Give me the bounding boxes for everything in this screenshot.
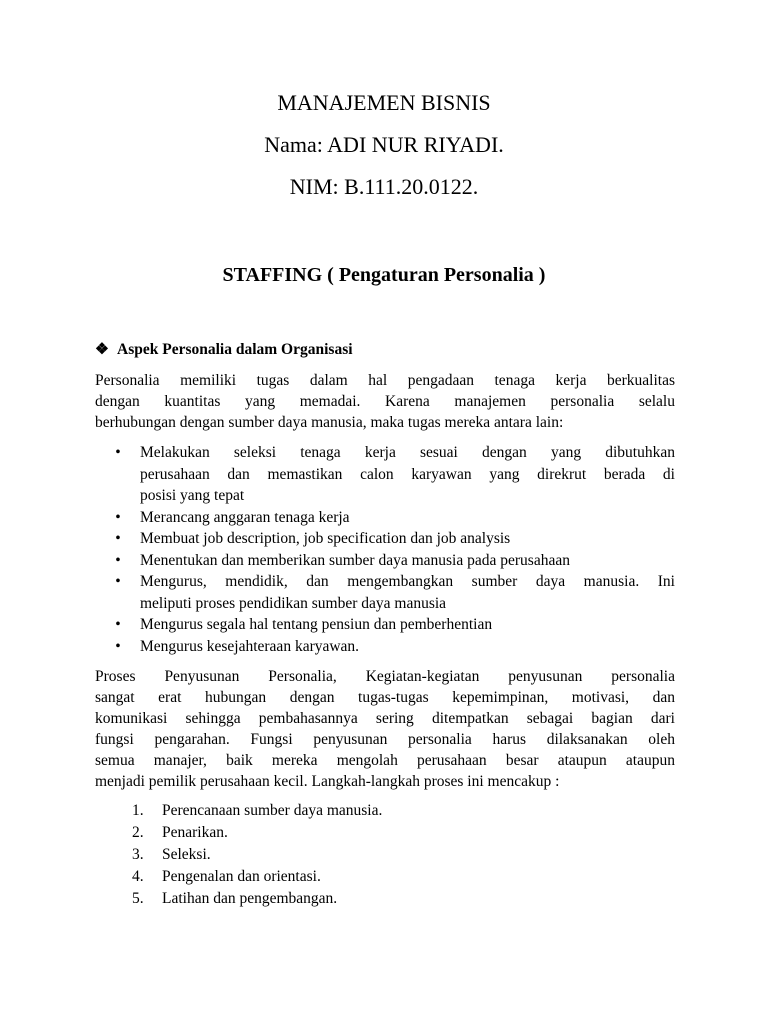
bullet-icon: • [115,444,121,461]
list-item [110,442,675,507]
list-item [110,866,382,888]
list-item [110,800,382,822]
bullet-icon: • [115,573,121,590]
list-item [110,528,675,550]
step-text: Perencanaan sumber daya manusia. [162,802,383,819]
student-name: Nama: ADI NUR RIYADI. [264,132,504,157]
bullet-icon: • [115,616,121,633]
process-paragraph [95,666,675,792]
paragraph-line: sangat erat hubungan dengan tugas-tugas kepemimpinan, motivasi, dan [95,689,675,706]
list-item-line: Mengurus, mendidik, dan mengembangkan sumber daya manusia. Ini [140,573,675,590]
paragraph-line: Personalia memiliki tugas dalam hal pengadaan tenaga kerja berkualitas [95,372,675,389]
paragraph-line: komunikasi sehingga pembahasannya sering ditempatkan sebagai bagian dari [95,710,675,727]
list-item [110,822,382,844]
list-item [110,844,382,866]
diamond-bullet-icon: ❖ [95,341,109,358]
list-item [110,614,675,636]
document-title: STAFFING ( Pengaturan Personalia ) [222,264,546,286]
step-number: 3. [132,846,144,863]
list-item-line: Mengurus segala hal tentang pensiun dan pemberhentian [140,616,493,633]
step-text: Penarikan. [162,824,228,841]
paragraph-line: menjadi pemilik perusahaan kecil. Langkah-langkah proses ini mencakup : [95,773,560,790]
paragraph-line: Proses Penyusunan Personalia, Kegiatan-kegiatan penyusunan personalia [95,668,675,685]
list-item-line: Merancang anggaran tenaga kerja [140,508,350,526]
list-item-line: posisi yang tepat [140,487,245,504]
section-heading-text: Aspek Personalia dalam Organisasi [117,341,353,358]
intro-paragraph [95,370,675,433]
step-number: 1. [132,802,144,819]
step-number: 2. [132,824,144,841]
course-title: MANAJEMEN BISNIS [277,90,491,115]
list-item-line: Menentukan dan memberikan sumber daya manusia pada perusahaan [140,551,570,569]
list-item-line: Mengurus kesejahteraan karyawan. [140,637,360,655]
bullet-icon: • [115,637,121,655]
list-item-line: Membuat job description, job specification dan job analysis [140,530,511,547]
paragraph-line: berhubungan dengan sumber daya manusia, maka tugas mereka antara lain: [95,414,564,431]
step-text: Seleksi. [162,846,211,863]
step-number: 5. [132,890,144,907]
bullet-icon: • [115,530,121,547]
list-item [110,550,675,572]
paragraph-line: semua manajer, baik mereka mengolah perusahaan besar ataupun ataupun [95,752,675,769]
paragraph-line: fungsi pengarahan. Fungsi penyusunan personalia harus dilaksanakan oleh [95,731,675,748]
bullet-icon: • [115,508,121,526]
step-number: 4. [132,868,144,885]
section-heading [95,340,353,360]
paragraph-line: dengan kuantitas yang memadai. Karena manajemen personalia selalu [95,393,675,410]
step-text: Pengenalan dan orientasi. [162,868,321,885]
list-item [110,636,675,658]
process-steps-list [110,800,382,910]
bullet-icon: • [115,551,121,569]
list-item [110,571,675,614]
list-item [110,888,382,910]
task-bullet-list [110,442,675,657]
list-item-line: meliputi proses pendidikan sumber daya manusia [140,594,447,612]
list-item [110,507,675,529]
student-nim: NIM: B.111.20.0122. [289,174,479,199]
list-item-line: Melakukan seleksi tenaga kerja sesuai dengan yang dibutuhkan [140,444,675,461]
list-item-line: perusahaan dan memastikan calon karyawan yang direkrut berada di [140,465,675,483]
step-text: Latihan dan pengembangan. [162,890,338,907]
